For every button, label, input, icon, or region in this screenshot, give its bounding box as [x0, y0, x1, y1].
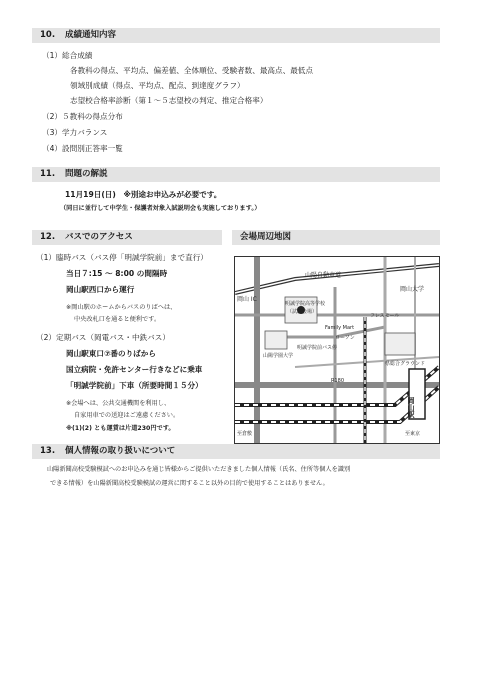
s13-text-2: できる情報）を山陽新聞高校受験模試の運営に関すること以外の目的で使用することはありません。 [50, 480, 329, 487]
s10-item-2: （2）５教科の得点分布 [42, 112, 123, 121]
map-label-family-mart: Family Mart [325, 325, 355, 331]
map-title: 会場周辺地図 [240, 232, 292, 242]
map-label-fresh-mart: フレスモール [370, 313, 400, 319]
map-label-okayama-univ: 岡山大学 [400, 286, 425, 293]
access-map [234, 256, 440, 444]
s11-note: （同日に並行して中学生・保護者対象入試説明会も実施しております。） [60, 205, 261, 212]
s12-item-2d: ※会場へは、公共交通機関を利用し、 [66, 400, 171, 407]
section-10-header [32, 28, 440, 43]
section-10-number: 10. [40, 30, 56, 40]
section-13-header [32, 444, 440, 459]
s10-item-1c: 志望校合格率診断（第１～５志望校の判定、推定合格率） [70, 96, 268, 105]
s12-item-2: （2）定期バス（岡電バス・中鉄バス） [36, 333, 170, 342]
map-label-expressway: 山陽自動車道 [305, 272, 342, 279]
s13-text-1: 山陽新聞高校受験模試へのお申込みを通じ皆様からご提供いただきました個人情報（氏名、住所等個人を識別 [47, 466, 351, 473]
section-12-title: バスでのアクセス [64, 232, 133, 242]
section-12-header [32, 230, 222, 245]
map-label-bus-stop: 明誠学院前バス停 [297, 345, 338, 351]
map-label-okayama-ic: 岡山 IC [237, 296, 257, 303]
section-11-title: 問題の解説 [64, 169, 108, 179]
s12-item-2c: 「明誠学院前」下車（所要時間１５分） [66, 381, 203, 390]
s10-item-1a: 各教科の得点、平均点、偏差値、全体順位、受験者数、最高点、最低点 [70, 66, 313, 75]
s12-item-1c: ※岡山駅のホームからバスのりばへは、 [66, 304, 177, 311]
section-10-title: 成績通知内容 [64, 30, 116, 40]
s12-item-2a: 岡山駅東口⑦番のりばから [66, 349, 156, 358]
map-label-r180: R180 [331, 378, 345, 384]
map-label-school: 明誠学院高等学校 [285, 301, 326, 307]
s12-item-1b: 岡山駅西口から運行 [66, 285, 135, 294]
s12-item-1: （1）臨時バス（バス停「明誠学院前」まで直行） [36, 253, 208, 262]
s10-item-3: （3）学力バランス [42, 128, 108, 137]
map-label-tokyo: 至東京 [405, 431, 421, 437]
s10-item-1b: 領域別成績（得点、平均点、配点、到達度グラフ） [70, 81, 245, 90]
s12-item-2f: ※(1)(2) とも運賃は片道230円です。 [66, 425, 175, 432]
section-13-title: 個人情報の取り扱いについて [64, 446, 176, 456]
s12-item-2e: 自家用車での送迎はご遠慮ください。 [74, 412, 180, 419]
map-label-sanyo-gakuen: 山陽学園大学 [263, 353, 294, 359]
section-11-number: 11. [40, 169, 56, 179]
map-label-kurashiki: 至倉敷 [237, 431, 253, 437]
s12-item-2b: 国立病院・免許センター行きなどに乗車 [66, 365, 203, 374]
map-label-ground: 県総合グラウンド [385, 361, 426, 367]
s10-item-4: （4）設問別正答率一覧 [42, 144, 123, 153]
s10-item-1: （1）総合成績 [42, 51, 93, 60]
s11-date: 11月19日(日) ※別途お申込みが必要です。 [65, 190, 222, 199]
section-11-header [32, 167, 440, 182]
section-12-number: 12. [40, 232, 56, 242]
map-label-lawson: ローソン [335, 335, 355, 341]
map-label-venue: （試験会場） [287, 309, 318, 315]
s12-item-1a: 当日７:15 ～ 8:00 の間隔時 [66, 269, 168, 278]
s12-item-1d: 中央改札口を通ると便利です。 [74, 316, 161, 323]
map-header [232, 230, 440, 245]
section-13-number: 13. [40, 446, 56, 456]
map-label-okayama-station: 岡山駅 [407, 397, 415, 418]
